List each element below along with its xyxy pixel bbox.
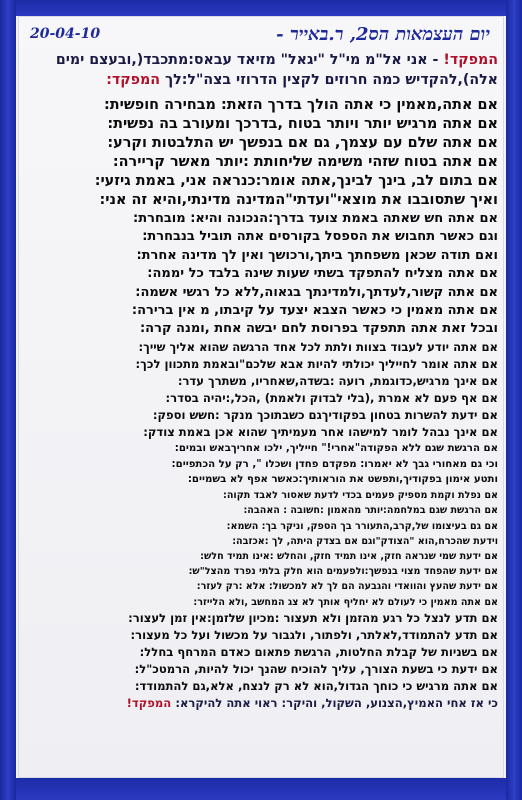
poem-line: ותטע אימון בפקודיך,ותפשט את הוראותיך:כאשר אפף לא בשמיים: <box>187 474 498 486</box>
poem-line: אם אתה חש שאתה באמת צועד בדרך:הנכונה והיא: מובחרת: <box>133 211 498 226</box>
closing-end-label: המפקד! <box>126 695 172 710</box>
flag-bar-right <box>506 0 522 800</box>
poem-line: אם אתה בטוח שזהי משימה שליחותת :יותר מאשר קריירה: <box>112 154 498 170</box>
document-date: 20-04-10 <box>30 26 101 42</box>
intro-paragraph <box>24 50 498 90</box>
document-header <box>24 20 498 48</box>
intro-end-label: המפקד: <box>106 72 161 88</box>
poem-line: ובכל זאת אתה תתפקד בפרוסת לחם יבשה אחת ,ומנה קרה: <box>139 321 498 337</box>
document-title: יום העצמאות הס2, ר.באייר - <box>276 24 490 45</box>
flag-bar-left <box>0 0 16 800</box>
poem-line: אם ידעת שהעץ והוואדי והגבעה הם לך לא למכשול: אלא :רק לעזר: <box>196 581 498 593</box>
poem-line: אם אתה מאמין כי כאשר הצבא יצעד על קיבתו, מ אין ברירה: <box>131 303 498 319</box>
closing-line <box>24 695 498 712</box>
poem-line: אם ידעת להשרות בטחון בפקודיךגם כשבתוכך מנקר :חשש וספק: <box>152 407 498 422</box>
poem-line: אם בתום לב, בינך לבינך,אתה אומר:כנראה אני, באמת גיזעי: <box>94 173 498 189</box>
poem-line: אם ידעת שמי שנראה חזק, אינו תמיד חזק, והחלש :אינו תמיד חלש: <box>200 551 498 563</box>
poem-line: אם בשניות של קבלת החלטות, הרגשת פתאום כאדם המרחף בחלל: <box>139 644 498 659</box>
poem-line: אם הרגשת שגם במלחמה:יותר מהאמון :חשובה : האהבה: <box>243 505 498 517</box>
poem-line: אם אינך נבהל לומר למישהו אחר מעמיתיך שהוא אכן באמת צודק: <box>143 424 498 439</box>
poem-line: וכי גם מאחורי גבך לא יאמרו: מפקדם פחדן ושכלו ", רק על הכתפיים: <box>171 458 498 470</box>
poem-line: אם אתה יודע לעבוד בצוות ולתת לכל אחד הרגשה שהוא אליך שייך: <box>138 339 498 354</box>
closing-text: כי אז אחי האמיץ,הצנוע, השקול, והיקר: ראוי אתה להיקרא: <box>175 695 498 710</box>
poem-lines <box>24 96 498 695</box>
poem-line: אם אף פעם לא אמרת ,(בלי לבדוק ולאמת) ,הכל,:יהיה בסדר: <box>165 390 498 405</box>
poem-line: אם אתה מצליח להתפקד בשתי שעות שינה בלבד כל יממה: <box>147 266 498 282</box>
poem-line: וידעת שהכרח,הוא "הצודק"וגם אם בצדק היתה, לך :אכזבה: <box>232 535 498 547</box>
poem-line: אם ידעת כי בשעת הצורך, עליך להוכיח שהנך יכול להיות, הרמטכ"ל: <box>134 661 498 676</box>
poem-line: אם תדע לנצל כל רגע מהזמן ולא תעצור :מכיון שלזמן:אין זמן לעצור: <box>128 610 498 625</box>
poem-line: אם נפלת וקמת מספיק פעמים בכדי לדעת שאסור לאבד תקוה: <box>222 490 498 502</box>
intro-lead-label: המפקד! <box>443 52 498 68</box>
document-body <box>24 20 498 774</box>
flag-stripe-bottom <box>0 778 522 800</box>
intro-text: - אני אל"מ מי"ל "יגאל" מזיאד עבאס:מתכבד(,ובעצם ימים אלה),להקדיש כמה חרוזים לקצין הדרוזי בצה"ל:לך <box>55 52 498 88</box>
poem-line: אם תדע להתמודד,לאלתר, ולפתור, ולגבור על מכשול ועל כל מעצור: <box>130 627 498 642</box>
poem-line: ואם תודה שכאן משפחתך ביתך,ורכושך ואין לך מדינה אחרת: <box>136 247 498 263</box>
poem-line: אם אתה שלם עם עצמך, גם אם בנפשך יש התלבטות וקרע: <box>107 135 498 151</box>
poem-line: אם אתה,מאמין כי אתה הולך בדרך הזאת: מבחירה חופשית: <box>104 97 498 113</box>
flag-stripe-top <box>0 0 522 16</box>
poem-line: אם אינך מרגיש,כדוגמת, רועה :בשדה,שאחריו, משתרך עדר: <box>177 373 498 388</box>
poem-line: אם אתה מרגיש יותר ויותר בטוח ,בדרכך ומעורב בה נפשית: <box>107 116 498 132</box>
poem-line: אם אתה אומר לחייליך יכולתי להיות אבא שלכם"ובאמת מתכוון לכך: <box>135 356 498 371</box>
poem-line: אם ידעת שהפחד מצוי בנפשך:ולפעמים הוא חלק בלתי נפרד מהצל"ש: <box>188 566 498 578</box>
poem-line: וגם כאשר תחבוש את הספסל בקורסים אתה תוביל בנבחרת: <box>142 229 498 245</box>
poem-line: אם אתה קשור,לעדתך,ולמדינתך בגאוה,ללא כל רגשי אשמה: <box>135 284 498 300</box>
poem-line: אם הרגשת שגם ללא הפקודה"אחרי!" חייליך, ילכו אחריךבאש ובמים: <box>174 442 498 454</box>
poem-line: אם אתה מאמין כי לעולם לא יחליף אותך לא צג המחשב ,ולא הלייזר: <box>193 596 498 608</box>
poem-line: אם אתה מרגיש כי כוחך הגדול,הוא לא רק לנצח, אלא,גם להתמודד: <box>134 678 498 693</box>
poem-line: ואיך שתסובבו את מוצאי"ועדתי"המדינה מדינתי,והיא זה אני: <box>99 192 498 208</box>
poem-line: אם גם בעיצומו של,קרב,התעורר בך הספק, וניקר בך: השמא: <box>226 520 498 532</box>
